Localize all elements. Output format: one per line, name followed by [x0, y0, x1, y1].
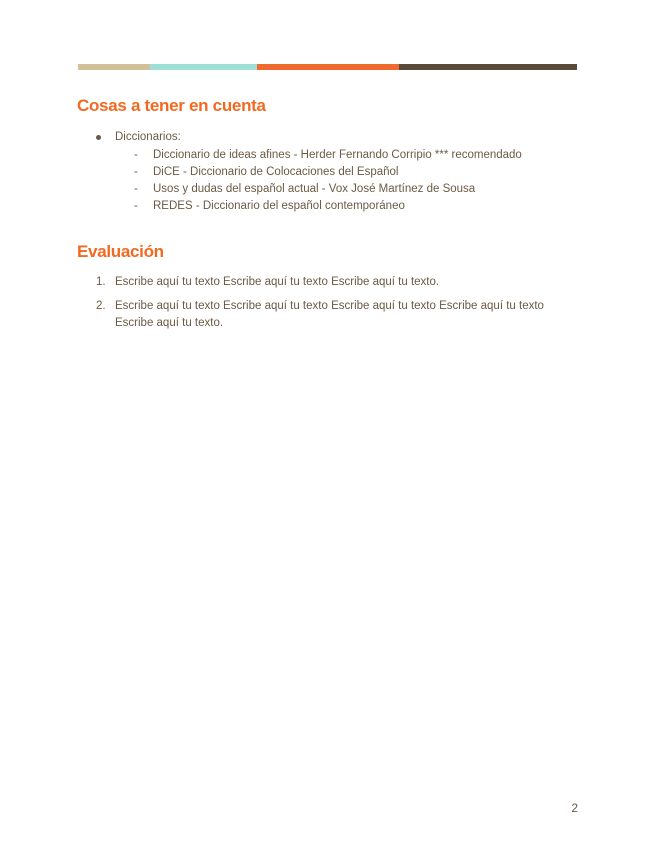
dictionaries-label: Diccionarios:: [115, 131, 181, 143]
evaluation-list: [77, 274, 577, 339]
color-bar-segment-tan: [78, 64, 150, 70]
dash-marker: -: [134, 149, 138, 161]
sub-list-item: [115, 198, 522, 215]
color-bar-segment-brown: [399, 64, 577, 70]
list-number: 1.: [96, 276, 106, 288]
list-number: 2.: [96, 300, 106, 312]
sub-item-text: Usos y dudas del español actual - Vox José Martínez de Sousa: [153, 183, 476, 195]
dash-marker: -: [134, 166, 138, 178]
sub-list-item: [115, 164, 522, 181]
list-item-text: Escribe aquí tu texto Escribe aquí tu texto Escribe aquí tu texto.: [115, 276, 440, 288]
color-bar-segment-teal: [150, 64, 257, 70]
page-number: 2: [571, 801, 578, 815]
sub-item-text: DiCE - Diccionario de Colocaciones del Español: [153, 166, 399, 178]
list-item: [77, 298, 577, 332]
color-bar-segment-orange: [257, 64, 399, 70]
sub-list-item: [115, 147, 522, 164]
bullet-icon: [96, 135, 101, 140]
sub-list-item: [115, 181, 522, 198]
section-heading-cosas: Cosas a tener en cuenta: [77, 96, 266, 115]
dash-marker: -: [134, 200, 138, 212]
section-heading-evaluacion: Evaluación: [77, 242, 164, 261]
dash-marker: -: [134, 183, 138, 195]
dictionaries-list: [77, 129, 522, 215]
sub-item-text: REDES - Diccionario del español contemporáneo: [153, 200, 405, 212]
sub-item-text: Diccionario de ideas afines - Herder Fernando Corripio *** recomendado: [153, 149, 522, 161]
header-color-bar: [78, 64, 577, 70]
list-item: [77, 274, 577, 291]
list-item-text: Escribe aquí tu texto Escribe aquí tu texto Escribe aquí tu texto Escribe aquí tu texto Escribe aquí tu texto.: [115, 300, 544, 329]
dictionaries-sub-list: [115, 147, 522, 215]
list-item-dictionaries: [77, 129, 522, 215]
